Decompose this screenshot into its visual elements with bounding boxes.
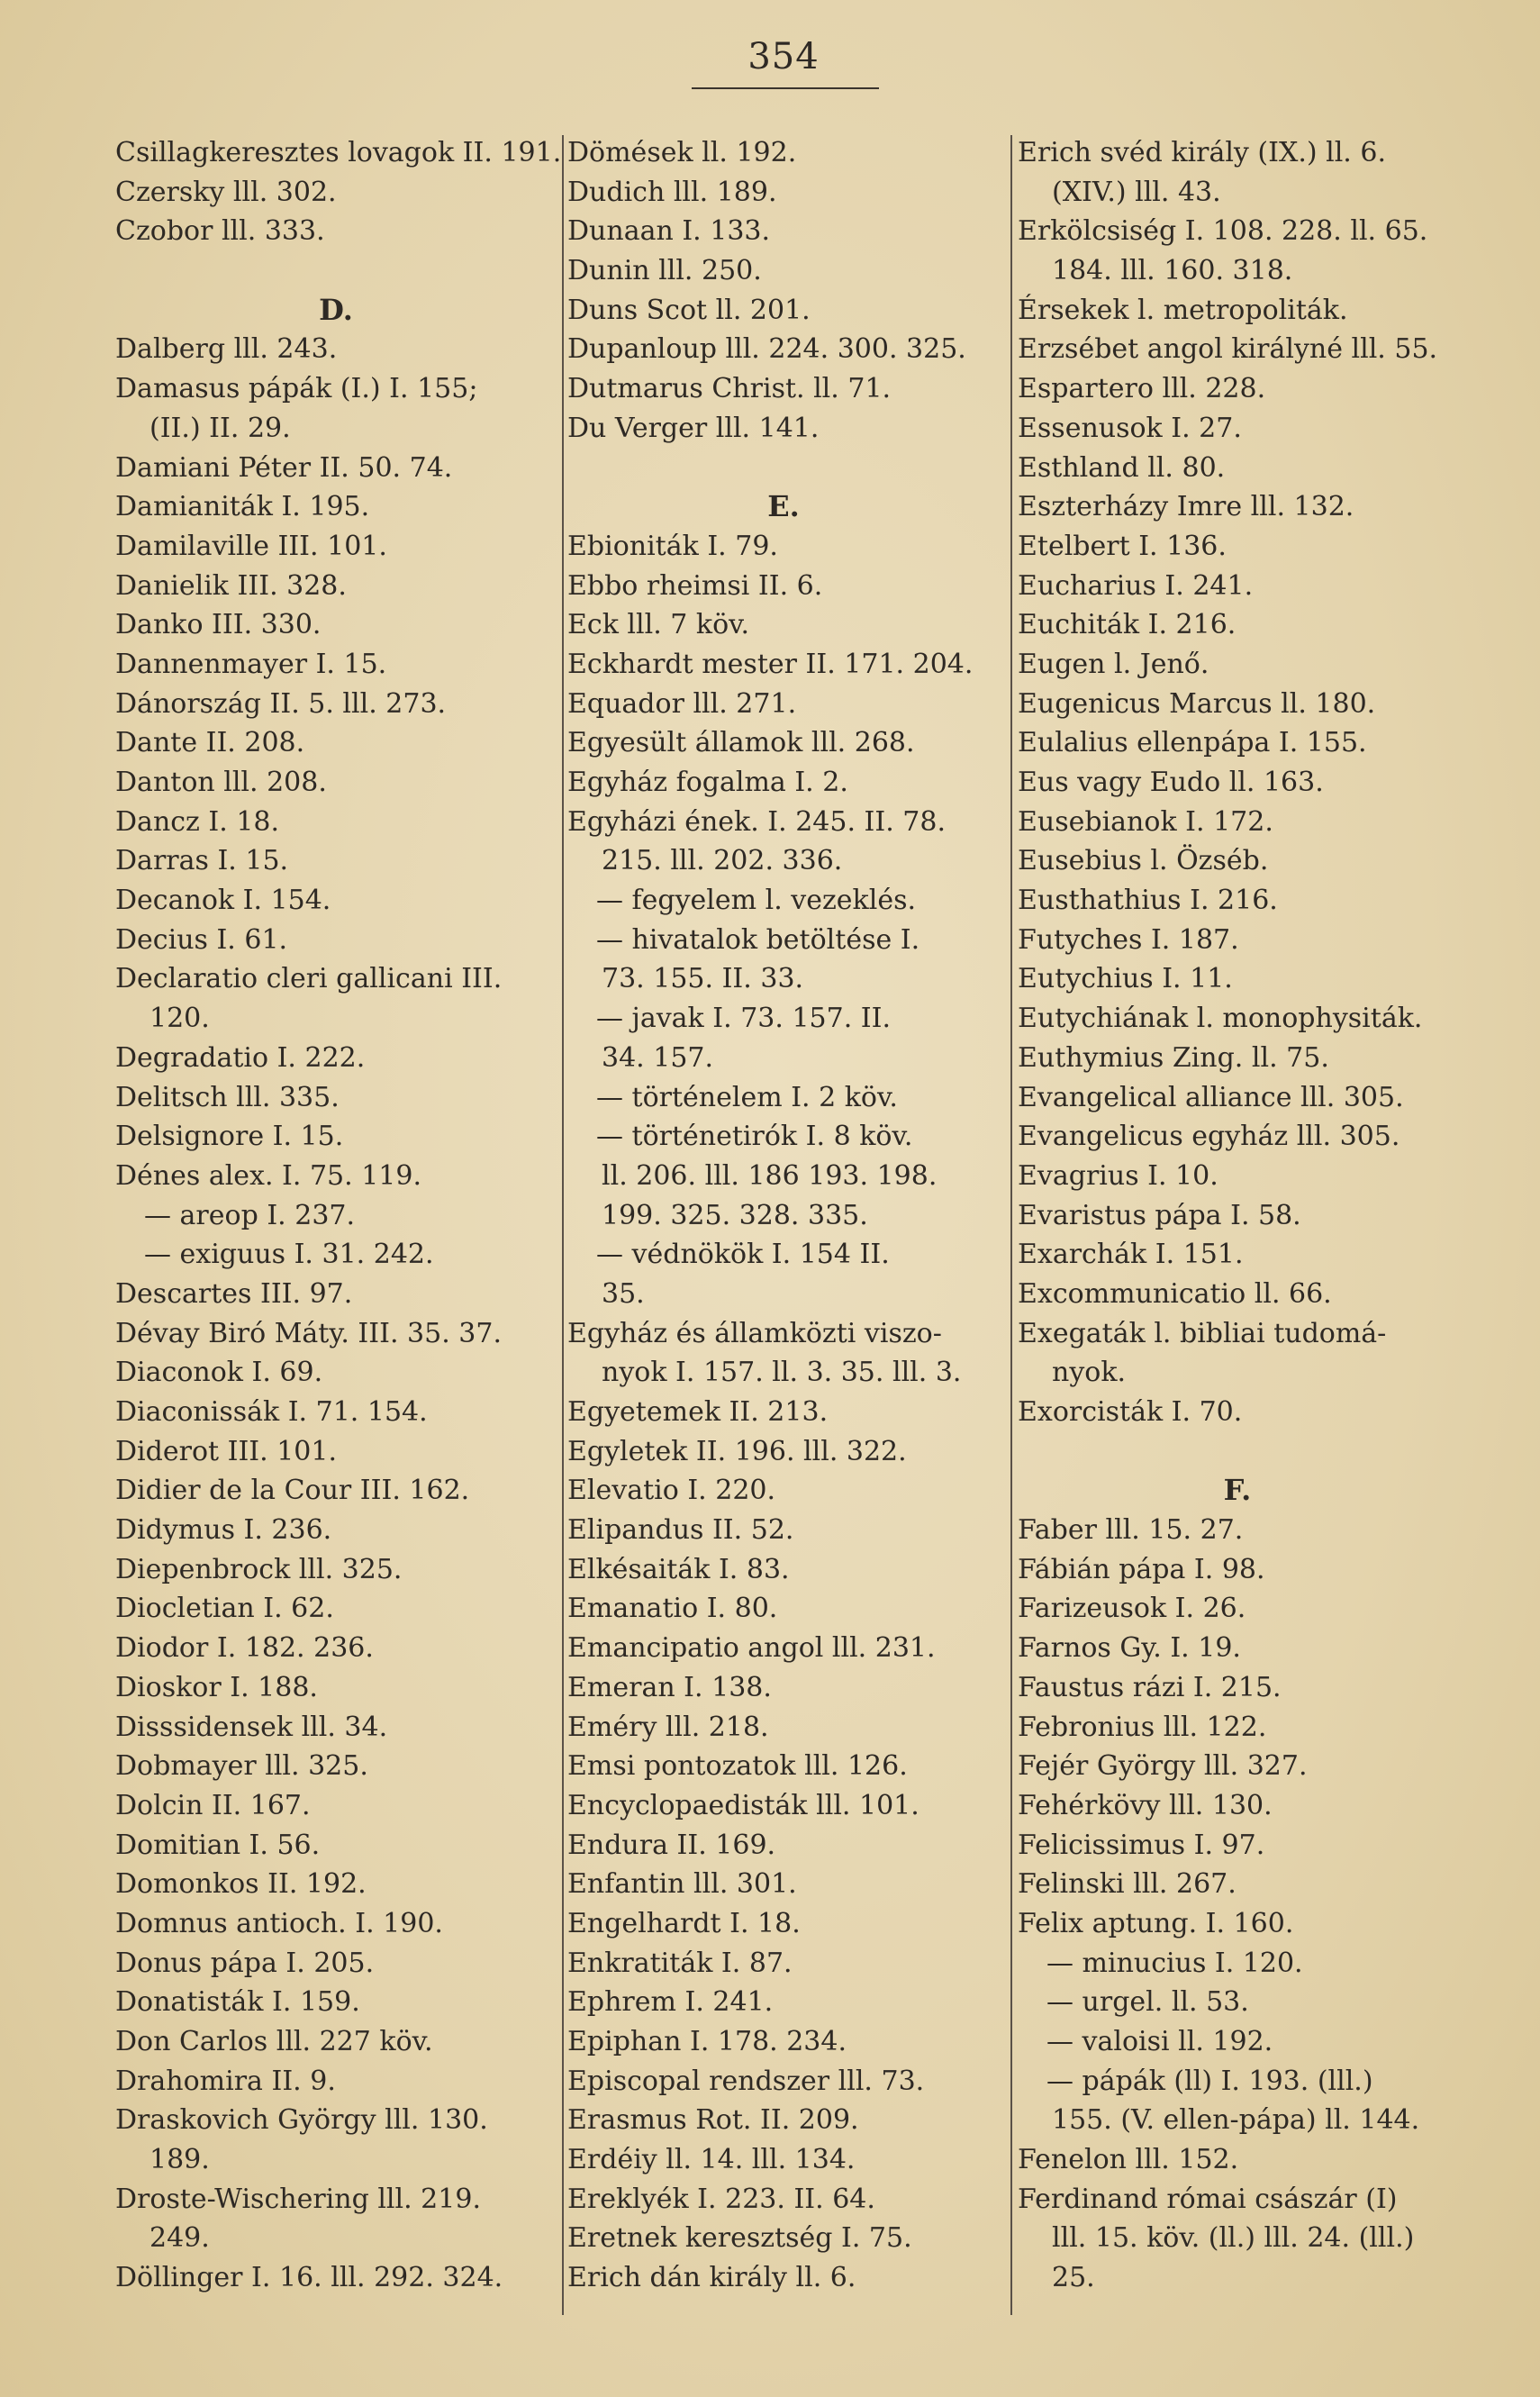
index-entry: Don Carlos lll. 227 köv. [115,2026,433,2057]
index-subentry: — történetirók I. 8 köv. [596,1121,913,1153]
index-subentry: — minucius I. 120. [1046,1947,1303,1979]
index-entry: Disssidensek lll. 34. [115,1711,388,1743]
index-column-1 [115,133,562,2313]
index-entry: Faber lll. 15. 27. [1018,1514,1244,1547]
index-subentry: — védnökök I. 154 II. [596,1239,890,1271]
index-entry: Decanok I. 154. [115,885,331,917]
index-entry: Emanatio I. 80. [567,1593,778,1625]
index-entry: Diodor I. 182. 236. [115,1632,374,1665]
index-entry: Decius I. 61. [115,923,288,956]
index-entry: Erich dán király ll. 6. [567,2262,856,2294]
index-entry: Dunin lll. 250. [567,255,762,287]
index-entry: Eusebianok I. 172. [1018,805,1273,838]
index-entry: Egyház fogalma I. 2. [567,767,848,798]
index-entry: Duns Scot ll. 201. [567,294,811,326]
index-entry: Eszterházy Imre lll. 132. [1018,491,1354,523]
index-entry: Fejér György lll. 327. [1018,1750,1308,1783]
index-continuation: 35. [602,1277,645,1310]
index-entry: Episcopal rendszer lll. 73. [567,2065,925,2097]
index-entry: Danko III. 330. [115,609,322,641]
index-entry: Domitian I. 56. [115,1829,321,1861]
index-entry: Ferdinand római császár (I) [1018,2183,1398,2215]
index-entry: Erich svéd király (IX.) ll. 6. [1018,137,1386,168]
index-continuation: 73. 155. II. 33. [602,963,804,995]
index-entry: Degradatio I. 222. [115,1041,366,1074]
index-entry: Eugenicus Marcus ll. 180. [1018,687,1376,720]
column-divider [562,135,564,2315]
index-entry: Erkölcsiség I. 108. 228. ll. 65. [1018,215,1428,248]
index-continuation: 34. 157. [602,1041,714,1074]
index-entry: Essenusok I. 27. [1018,412,1242,444]
section-letter-heading: D. [319,292,353,327]
index-entry: Eucharius I. 241. [1018,569,1254,602]
index-entry: Csillagkeresztes lovagok II. 191. [115,137,562,168]
index-entry: Delsignore I. 15. [115,1121,344,1153]
index-entry: Futyches I. 187. [1018,923,1239,956]
index-entry: Draskovich György lll. 130. [115,2104,488,2137]
index-entry: Emeran I. 138. [567,1671,772,1703]
index-entry: Evangelical alliance lll. 305. [1018,1081,1404,1113]
index-entry: Enkratiták I. 87. [567,1947,793,1979]
index-column-3 [1018,133,1457,2313]
index-entry: Erdéiy ll. 14. lll. 134. [567,2144,856,2176]
index-entry: Danielik III. 328. [115,569,347,602]
index-entry: Fehérkövy lll. 130. [1018,1789,1273,1821]
index-entry: Dudich lll. 189. [567,176,777,208]
page-number: 354 [747,36,820,77]
index-entry: Felicissimus I. 97. [1018,1829,1265,1861]
index-entry: Czersky lll. 302. [115,176,337,208]
index-entry: Dénes alex. I. 75. 119. [115,1159,422,1192]
index-entry: Dévay Biró Máty. III. 35. 37. [115,1317,502,1349]
index-entry: Droste-Wischering lll. 219. [115,2183,481,2215]
index-entry: Evaristus pápa I. 58. [1018,1199,1301,1231]
index-subentry: — urgel. ll. 53. [1046,1986,1249,2019]
index-column-2 [567,133,1000,2313]
index-entry: Diaconissák I. 71. 154. [115,1396,428,1428]
index-entry: Euthymius Zing. ll. 75. [1018,1041,1329,1074]
index-entry: Delitsch lll. 335. [115,1081,340,1113]
index-entry: Donatisták I. 159. [115,1986,360,2019]
index-subentry: — fegyelem l. vezeklés. [596,885,917,917]
index-entry: Dioskor I. 188. [115,1671,318,1703]
index-entry: Egyház és államközti viszo- [567,1317,942,1349]
index-continuation: (XIV.) lll. 43. [1052,176,1221,208]
index-entry: Damianiták I. 195. [115,491,370,523]
index-entry: Diepenbrock lll. 325. [115,1553,403,1585]
index-entry: Eugen l. Jenő. [1018,648,1209,680]
index-entry: Etelbert I. 136. [1018,530,1227,562]
index-entry: Ephrem I. 241. [567,1986,774,2019]
index-entry: Eutychiának l. monophysiták. [1018,1003,1423,1035]
index-continuation: 215. lll. 202. 336. [602,845,843,877]
index-continuation: 249. [149,2222,210,2255]
index-entry: Eus vagy Eudo ll. 163. [1018,767,1324,798]
index-entry: Diocletian I. 62. [115,1593,334,1625]
index-continuation: 199. 325. 328. 335. [602,1199,868,1231]
index-continuation: 189. [149,2144,210,2176]
index-entry: Excommunicatio ll. 66. [1018,1277,1332,1310]
index-entry: Drahomira II. 9. [115,2065,336,2097]
index-entry: Du Verger lll. 141. [567,412,820,444]
index-entry: Egyetemek II. 213. [567,1396,829,1428]
index-entry: Felix aptung. I. 160. [1018,1907,1294,1939]
index-entry: Danton lll. 208. [115,767,327,798]
index-entry: Evagrius I. 10. [1018,1159,1218,1192]
index-continuation: 120. [149,1003,210,1035]
index-continuation: nyok. [1052,1357,1127,1389]
index-entry: Emancipatio angol lll. 231. [567,1632,936,1665]
index-entry: Diderot III. 101. [115,1435,338,1467]
index-entry: Euchiták I. 216. [1018,609,1237,641]
index-entry: Eckhardt mester II. 171. 204. [567,648,974,680]
column-divider [1010,135,1012,2315]
index-entry: Ebioniták I. 79. [567,530,778,562]
index-entry: Elkésaiták I. 83. [567,1553,790,1585]
index-entry: Diaconok I. 69. [115,1357,323,1389]
index-subentry: — történelem I. 2 köv. [596,1081,898,1113]
index-entry: Egyházi ének. I. 245. II. 78. [567,805,947,838]
index-entry: Encyclopaedisták lll. 101. [567,1789,919,1821]
index-continuation: 155. (V. ellen-pápa) ll. 144. [1052,2104,1420,2137]
index-entry: Farizeusok I. 26. [1018,1593,1246,1625]
index-entry: Domnus antioch. I. 190. [115,1907,443,1939]
index-entry: Endura II. 169. [567,1829,776,1861]
blank-line [115,251,557,291]
index-continuation: lll. 15. köv. (ll.) lll. 24. (lll.) [1052,2222,1415,2255]
index-entry: Eulalius ellenpápa I. 155. [1018,727,1367,759]
index-entry: Elevatio I. 220. [567,1475,776,1507]
index-subentry: — areop I. 237. [144,1199,356,1231]
index-entry: Evangelicus egyház lll. 305. [1018,1121,1400,1153]
index-entry: Esthland ll. 80. [1018,451,1226,484]
index-entry: Emsi pontozatok lll. 126. [567,1750,908,1783]
index-subentry: — valoisi ll. 192. [1046,2026,1273,2057]
index-entry: Darras I. 15. [115,845,289,877]
index-continuation: nyok I. 157. ll. 3. 35. lll. 3. [602,1357,962,1389]
index-entry: Declaratio cleri gallicani III. [115,963,503,995]
index-continuation: 184. lll. 160. 318. [1052,255,1293,287]
index-entry: Dancz I. 18. [115,805,280,838]
index-continuation: 25. [1052,2262,1095,2294]
index-subentry: — exiguus I. 31. 242. [144,1239,434,1271]
index-entry: Dunaan I. 133. [567,215,771,248]
index-subentry: — hivatalok betöltése I. [596,923,920,956]
index-entry: Damilaville III. 101. [115,530,387,562]
index-entry: Epiphan I. 178. 234. [567,2026,847,2057]
index-entry: Damasus pápák (I.) I. 155; [115,373,478,405]
index-entry: Dömések ll. 192. [567,137,797,168]
index-entry: Dupanloup lll. 224. 300. 325. [567,333,966,366]
index-entry: Didier de la Cour III. 162. [115,1475,470,1507]
blank-line [567,449,1000,488]
index-continuation: ll. 206. lll. 186 193. 198. [602,1159,938,1192]
index-entry: Fenelon lll. 152. [1018,2144,1239,2176]
index-entry: Eméry lll. 218. [567,1711,769,1743]
index-entry: Exarchák I. 151. [1018,1239,1244,1271]
index-entry: Febronius lll. 122. [1018,1711,1267,1743]
section-letter-heading: E. [767,489,800,524]
index-entry: Eck lll. 7 köv. [567,609,750,641]
index-subentry: — pápák (ll) I. 193. (lll.) [1046,2065,1373,2097]
index-entry: Engelhardt I. 18. [567,1907,801,1939]
index-entry: Elipandus II. 52. [567,1514,794,1547]
index-entry: Dalberg lll. 243. [115,333,338,366]
index-entry: Dánország II. 5. lll. 273. [115,687,447,720]
index-entry: Dante II. 208. [115,727,305,759]
index-entry: Enfantin lll. 301. [567,1868,797,1901]
index-entry: Erasmus Rot. II. 209. [567,2104,859,2137]
index-entry: Descartes III. 97. [115,1277,353,1310]
index-entry: Eusthathius I. 216. [1018,885,1278,917]
index-entry: Eusebius l. Özséb. [1018,845,1269,877]
index-entry: Damiani Péter II. 50. 74. [115,451,453,484]
index-entry: Felinski lll. 267. [1018,1868,1237,1901]
index-subentry: — javak I. 73. 157. II. [596,1003,892,1035]
index-entry: Czobor lll. 333. [115,215,325,248]
index-entry: Egyletek II. 196. lll. 322. [567,1435,907,1467]
index-entry: Dannenmayer I. 15. [115,648,387,680]
index-entry: Espartero lll. 228. [1018,373,1266,405]
index-entry: Farnos Gy. I. 19. [1018,1632,1241,1665]
index-entry: Exegaták l. bibliai tudomá- [1018,1317,1387,1349]
index-entry: Domonkos II. 192. [115,1868,367,1901]
index-entry: Ebbo rheimsi II. 6. [567,569,823,602]
blank-line [1018,1432,1457,1472]
index-entry: Fábián pápa I. 98. [1018,1553,1265,1585]
index-entry: Equador lll. 271. [567,687,797,720]
index-entry: Érsekek l. metropoliták. [1018,294,1348,326]
index-entry: Erzsébet angol királyné lll. 55. [1018,333,1438,366]
index-entry: Ereklyék I. 223. II. 64. [567,2183,875,2215]
index-entry: Exorcisták I. 70. [1018,1396,1243,1428]
index-entry: Faustus rázi I. 215. [1018,1671,1282,1703]
index-entry: Döllinger I. 16. lll. 292. 324. [115,2262,503,2294]
index-entry: Egyesült államok lll. 268. [567,727,915,759]
index-entry: Dobmayer lll. 325. [115,1750,368,1783]
index-entry: Eretnek keresztség I. 75. [567,2222,912,2255]
header-rule [692,87,879,89]
index-entry: Dolcin II. 167. [115,1789,311,1821]
index-entry: Didymus I. 236. [115,1514,332,1547]
section-letter-heading: F. [1223,1473,1252,1508]
index-entry: Dutmarus Christ. ll. 71. [567,373,892,405]
index-entry: Donus pápa I. 205. [115,1947,375,1979]
index-continuation: (II.) II. 29. [149,412,291,444]
index-entry: Eutychius I. 11. [1018,963,1233,995]
